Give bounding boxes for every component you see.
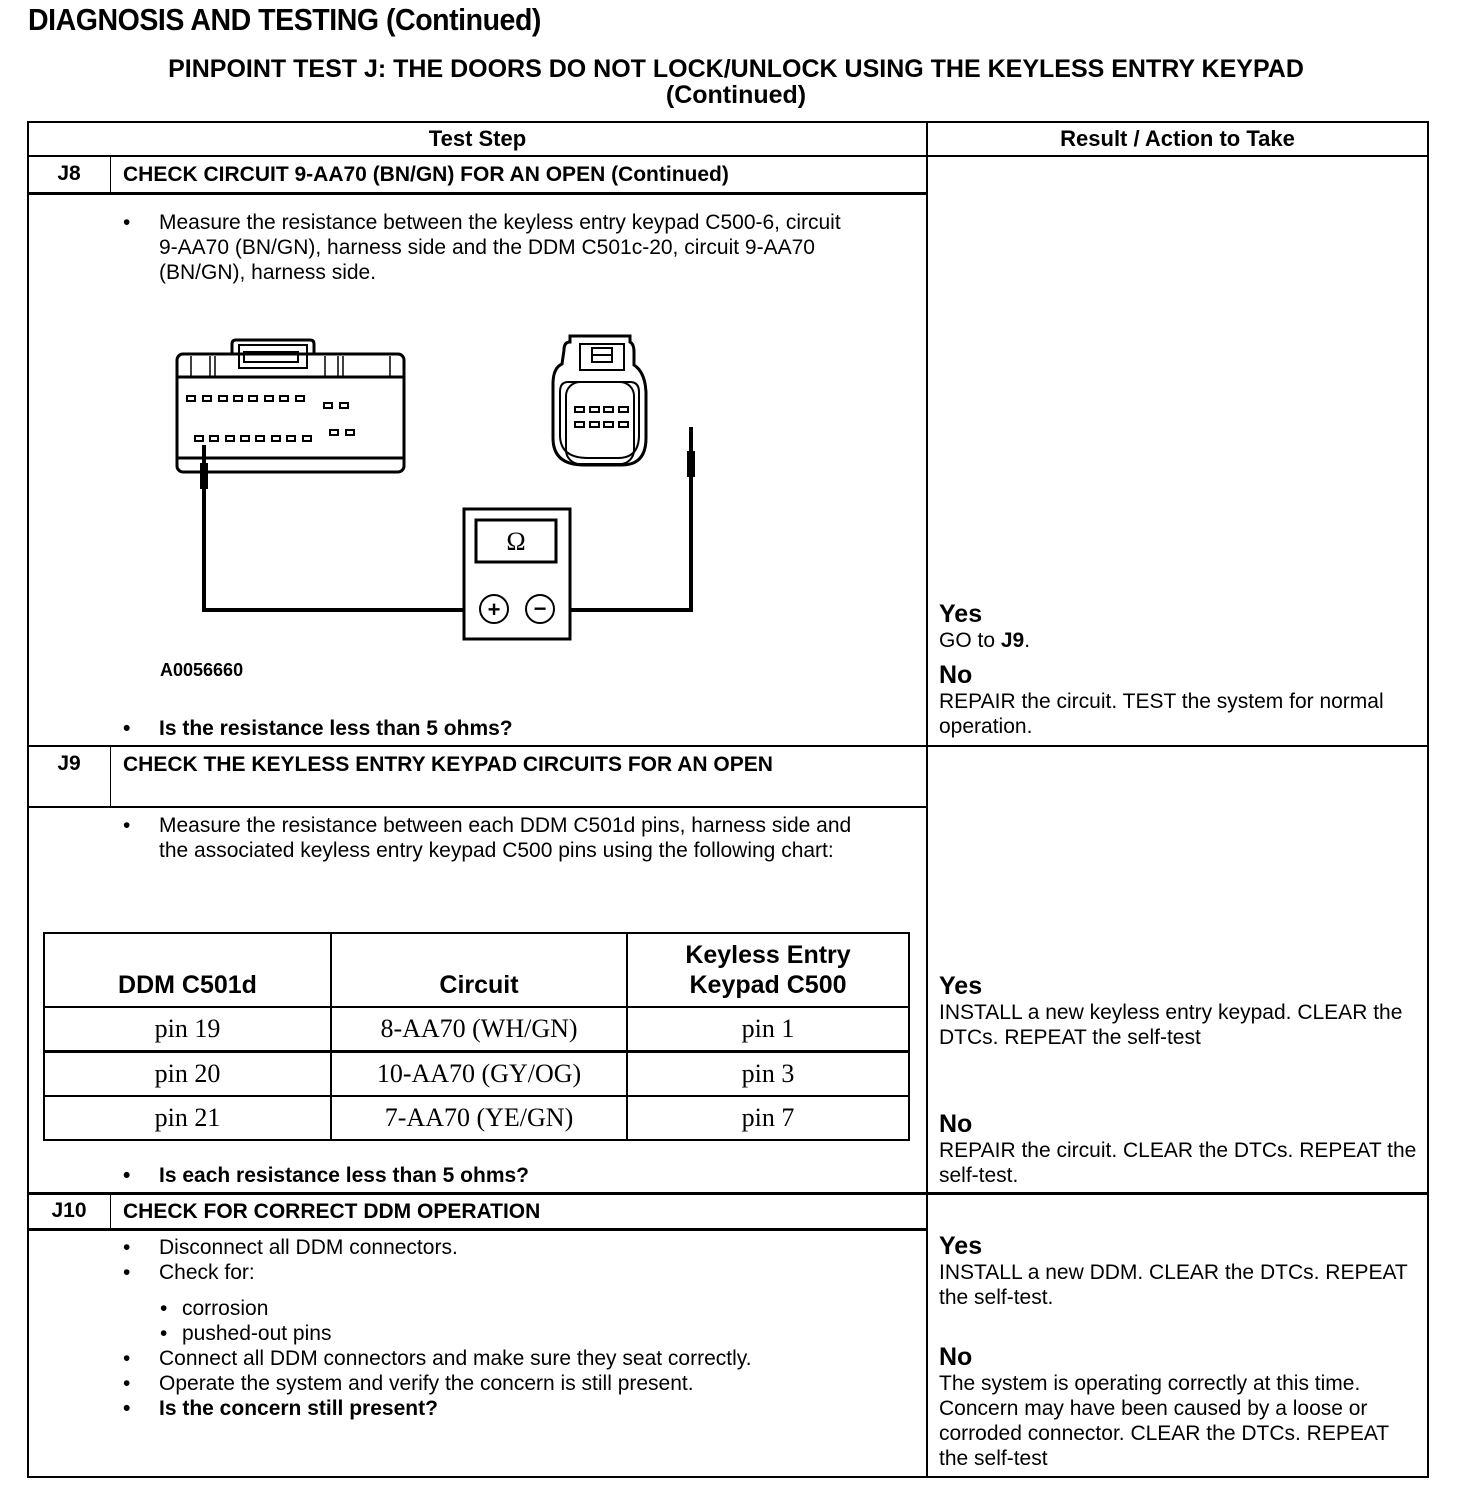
- step-id: J9: [57, 752, 81, 775]
- figure-label: A0056660: [160, 660, 244, 680]
- column-header-test-step: Test Step: [428, 126, 527, 151]
- circuit-cell: 8-AA70 (WH/GN): [331, 1007, 627, 1052]
- positive-probe-icon: [200, 463, 208, 489]
- pinpoint-title-line2: (Continued): [665, 81, 807, 109]
- step-title: CHECK THE KEYLESS ENTRY KEYPAD CIRCUITS FOR AN OPEN: [123, 753, 773, 776]
- table-row: [44, 1007, 909, 1052]
- bullet-icon: •: [160, 1297, 168, 1320]
- keypad-connector-icon: [553, 336, 646, 465]
- test-leads: [204, 427, 691, 610]
- result-yes-text: INSTALL a new keyless entry keypad. CLEAR the DTCs. REPEAT the self-test: [939, 1001, 1403, 1049]
- pinpoint-test-title: [0, 56, 1472, 108]
- chart-header-ddm: DDM C501d: [44, 933, 331, 1007]
- result-j10-no: [939, 1344, 1423, 1471]
- bullet-icon: •: [123, 717, 131, 740]
- measurement-diagram: [160, 320, 780, 660]
- bullet-icon: •: [123, 1236, 131, 1259]
- step-id: J8: [57, 162, 81, 185]
- bullet-item: • Check for:: [123, 1261, 255, 1284]
- bullet-item: • Measure the resistance between each DDM C501d pins, harness side and the associated keyless entry keypad C500 pins using the following chart:: [123, 814, 852, 862]
- result-j9-yes: [939, 973, 1419, 1050]
- sub-bullet-item: • corrosion: [160, 1297, 269, 1320]
- result-no-label: No: [939, 1343, 973, 1371]
- chart-header-circuit: Circuit: [331, 933, 627, 1007]
- ddm-connector-icon: [177, 340, 404, 472]
- keypad-pins: [575, 407, 628, 427]
- bullet-item: • Connect all DDM connectors and make sure they seat correctly.: [123, 1347, 752, 1370]
- bullet-icon: •: [123, 211, 131, 234]
- bullet-icon: •: [123, 1397, 131, 1420]
- result-no-text: REPAIR the circuit. CLEAR the DTCs. REPEAT the self-test.: [939, 1139, 1417, 1187]
- ohmmeter-icon: [464, 509, 570, 639]
- result-yes-label: Yes: [939, 600, 983, 628]
- pinpoint-title-line1: PINPOINT TEST J: THE DOORS DO NOT LOCK/UNLOCK USING THE KEYLESS ENTRY KEYPAD: [168, 55, 1304, 83]
- result-j9-no: [939, 1111, 1419, 1188]
- step-title: CHECK FOR CORRECT DDM OPERATION: [123, 1200, 541, 1223]
- result-no-label: No: [939, 661, 973, 689]
- bullet-question: • Is each resistance less than 5 ohms?: [123, 1164, 530, 1187]
- result-yes-label: Yes: [939, 972, 983, 1000]
- ddm-pins: [187, 396, 354, 441]
- bullet-icon: •: [123, 1372, 131, 1395]
- step-title: CHECK CIRCUIT 9-AA70 (BN/GN) FOR AN OPEN (Continued): [123, 163, 729, 186]
- result-no-text: REPAIR the circuit. TEST the system for normal operation.: [939, 690, 1384, 738]
- table-row: [44, 1096, 909, 1140]
- bullet-item: • Operate the system and verify the concern is still present.: [123, 1372, 694, 1395]
- result-no-label: No: [939, 1110, 973, 1138]
- minus-terminal-icon: −: [533, 596, 547, 621]
- bullet-icon: •: [123, 1261, 131, 1284]
- ddm-pin-cell: pin 19: [44, 1007, 331, 1052]
- goto-step-link[interactable]: J9: [1000, 629, 1025, 652]
- step-id: J10: [51, 1199, 87, 1222]
- result-yes-text: INSTALL a new DDM. CLEAR the DTCs. REPEAT the self-test.: [939, 1261, 1408, 1309]
- bullet-icon: •: [123, 1347, 131, 1370]
- bullet-icon: •: [160, 1322, 168, 1345]
- sub-bullet-item: • pushed-out pins: [160, 1322, 332, 1345]
- result-yes-text: GO to J9.: [939, 629, 1031, 652]
- circuit-cell: 10-AA70 (GY/OG): [331, 1052, 627, 1097]
- result-yes-label: Yes: [939, 1232, 983, 1260]
- ddm-pin-cell: pin 20: [44, 1052, 331, 1097]
- result-j10-yes: [939, 1233, 1423, 1310]
- bullet-question: • Is the concern still present?: [123, 1397, 438, 1420]
- page-title: DIAGNOSIS AND TESTING (Continued): [28, 2, 541, 37]
- ohm-symbol: Ω: [506, 527, 526, 556]
- bullet-icon: •: [123, 1164, 131, 1187]
- negative-probe-icon: [687, 451, 695, 477]
- keypad-pin-cell: pin 1: [627, 1007, 909, 1052]
- bullet-item: • Disconnect all DDM connectors.: [123, 1236, 458, 1259]
- ddm-pin-cell: pin 21: [44, 1096, 331, 1140]
- result-j8: [939, 601, 1419, 739]
- bullet-question: • Is the resistance less than 5 ohms?: [123, 717, 513, 740]
- keypad-pin-cell: pin 3: [627, 1052, 909, 1097]
- result-no-text: The system is operating correctly at this time. Concern may have been caused by a loose or corroded connector. CLEAR the DTCs. REPEAT the self-test: [939, 1372, 1389, 1470]
- circuit-cell: 7-AA70 (YE/GN): [331, 1096, 627, 1140]
- bullet-item: • Measure the resistance between the keyless entry keypad C500-6, circuit 9-AA70 (BN/GN), harness side and the DDM C501c-20, circuit 9-AA70 (BN/GN), harness side.: [123, 211, 841, 284]
- chart-header-keypad: Keyless Entry Keypad C500: [627, 933, 909, 1007]
- bullet-icon: •: [123, 814, 131, 837]
- pin-chart-table: [43, 932, 910, 1141]
- keypad-pin-cell: pin 7: [627, 1096, 909, 1140]
- plus-terminal-icon: +: [487, 597, 501, 622]
- column-header-result: Result / Action to Take: [1060, 126, 1295, 151]
- table-row: [44, 1052, 909, 1097]
